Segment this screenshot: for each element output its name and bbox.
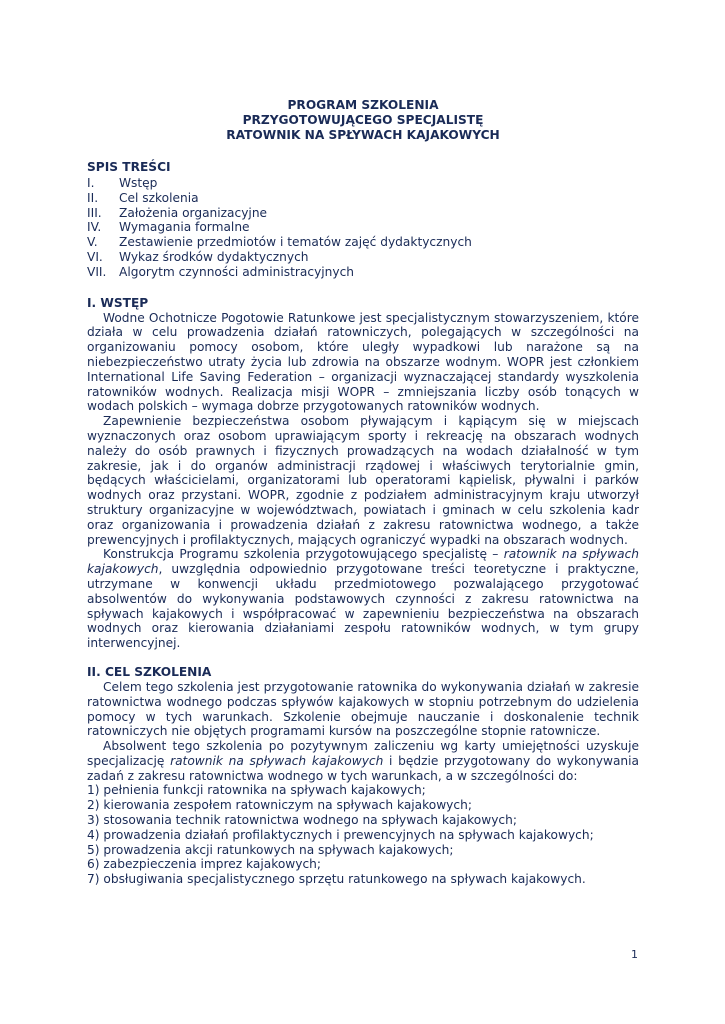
- section-2-heading: II. CEL SZKOLENIA: [87, 664, 212, 679]
- toc-heading: SPIS TREŚCI: [87, 160, 171, 174]
- paragraph-text: Konstrukcja Programu szkolenia przygotowującego specjalistę –: [103, 547, 504, 562]
- toc-item-label: Założenia organizacyjne: [119, 205, 268, 220]
- list-item: 2) kierowania zespołem ratowniczym na spływach kajakowych;: [87, 798, 472, 813]
- toc-item-number: II.: [87, 190, 99, 205]
- toc-item-number: III.: [87, 205, 102, 220]
- toc-item: [87, 176, 639, 191]
- section-2-paragraph-1: Celem tego szkolenia jest przygotowanie ratownika do wykonywania działań w zakresie ratownictwa wodnego podczas spływów kajakowych w stopniu potrzebnym do udzielenia pomocy w tych warunkach. Szkolenie obejmuje nauczanie i doskonalenie technik ratowniczych nie objętych programami kursów na poszczególne stopnie ratownicze.: [87, 679, 639, 739]
- document-title: [87, 98, 639, 143]
- title-line-3: RATOWNIK NA SPŁYWACH KAJAKOWYCH: [226, 128, 500, 142]
- list-item: 4) prowadzenia działań profilaktycznych i prewencyjnych na spływach kajakowych;: [87, 827, 594, 842]
- toc-item: [87, 250, 639, 265]
- section-1-paragraph-3: [87, 547, 639, 651]
- document-page: [87, 98, 639, 887]
- section-1-heading: I. WSTĘP: [87, 295, 149, 310]
- title-line-1: PROGRAM SZKOLENIA: [287, 98, 439, 112]
- table-of-contents: [87, 176, 639, 280]
- toc-item-number: VI.: [87, 249, 103, 264]
- toc-item: [87, 191, 639, 206]
- toc-item: [87, 220, 639, 235]
- section-1-paragraph-1: Wodne Ochotnicze Pogotowie Ratunkowe jest specjalistycznym stowarzyszeniem, które działa w celu prowadzenia działań ratowniczych, polegających w szczególności na organizowaniu pomocy osobom, które uległy wypadkowi lub narażone są na niebezpieczeństwo utraty życia lub zdrowia na obszarze wodnym. WOPR jest członkiem International Life Saving Federation – organizacji wyznaczającej standardy wyszkolenia ratowników wodnych. Realizacja misji WOPR – zmniejszania liczby osób tonących w wodach polskich – wymaga dobrze przygotowanych ratowników wodnych.: [87, 310, 639, 414]
- title-line-2: PRZYGOTOWUJĄCEGO SPECJALISTĘ: [242, 113, 484, 127]
- toc-item: [87, 206, 639, 221]
- toc-item-label: Cel szkolenia: [119, 190, 199, 205]
- list-item: 7) obsługiwania specjalistycznego sprzętu ratunkowego na spływach kajakowych.: [87, 872, 586, 887]
- toc-item-number: I.: [87, 176, 95, 190]
- toc-item-number: VII.: [87, 264, 107, 279]
- list-item: 6) zabezpieczenia imprez kajakowych;: [87, 857, 322, 872]
- paragraph-text: , uwzględnia odpowiednio przygotowane treści teoretyczne i praktyczne, utrzymane w konwencji układu przedmiotowego pozwalającego przygotować absolwentów do wykonywania podstawowych czynności z zakresu ratownictwa na spływach kajakowych i współpracować w zapewnieniu bezpieczeństwa na obszarach wodnych oraz kierowania działaniami zespołu ratowników wodnych, w tym grupy interwencyjnej.: [87, 562, 639, 651]
- emphasis-text: ratownik na spływach kajakowych: [87, 547, 640, 577]
- toc-item-label: Wstęp: [119, 176, 158, 190]
- section-2: [87, 665, 639, 887]
- toc-item-number: V.: [87, 235, 98, 250]
- toc-item-label: Algorytm czynności administracyjnych: [119, 264, 355, 279]
- section-1-paragraph-2: Zapewnienie bezpieczeństwa osobom pływającym i kąpiącym się w miejscach wyznaczonych oraz osobom uprawiającym sporty i rekreację na obszarach wodnych należy do osób prawnych i fizycznych prowadzących na wodach działalność w tym zakresie, jak i do organów administracji rządowej i właściwych terytorialnie gmin, będących właścicielami, organizatorami lub operatorami kąpielisk, pływalni i parków wodnych oraz przystani. WOPR, zgodnie z podziałem administracyjnym kraju utworzył struktury organizacyjne w województwach, powiatach i gminach w celu szkolenia kadr oraz organizowania i prowadzenia działań z zakresu ratownictwa wodnego, a także prewencyjnych i profilaktycznych, mających ograniczyć wypadki na obszarach wodnych.: [87, 414, 639, 547]
- emphasis-text: ratownik na spływach kajakowych: [170, 753, 384, 768]
- page-number: 1: [631, 948, 638, 961]
- list-item: 3) stosowania technik ratownictwa wodnego na spływach kajakowych;: [87, 813, 517, 828]
- paragraph-text: i będzie przygotowany do wykonywania zadań z zakresu ratownictwa wodnego w tych warunkach, a w szczególności do:: [87, 753, 639, 783]
- toc-item: [87, 265, 639, 280]
- section-2-paragraph-2: [87, 739, 639, 783]
- toc-item-label: Wymagania formalne: [119, 220, 250, 235]
- paragraph-text: Absolwent tego szkolenia po pozytywnym zaliczeniu wg karty umiejętności uzyskuje specjalizację: [87, 739, 639, 768]
- toc-item-number: IV.: [87, 220, 102, 235]
- list-item: 1) pełnienia funkcji ratownika na spływach kajakowych;: [87, 783, 426, 798]
- toc-item-label: Wykaz środków dydaktycznych: [119, 249, 309, 264]
- toc-item-label: Zestawienie przedmiotów i tematów zajęć dydaktycznych: [119, 235, 472, 250]
- list-item: 5) prowadzenia akcji ratunkowych na spływach kajakowych;: [87, 842, 454, 857]
- toc-item: [87, 235, 639, 250]
- tasks-list: [87, 783, 639, 887]
